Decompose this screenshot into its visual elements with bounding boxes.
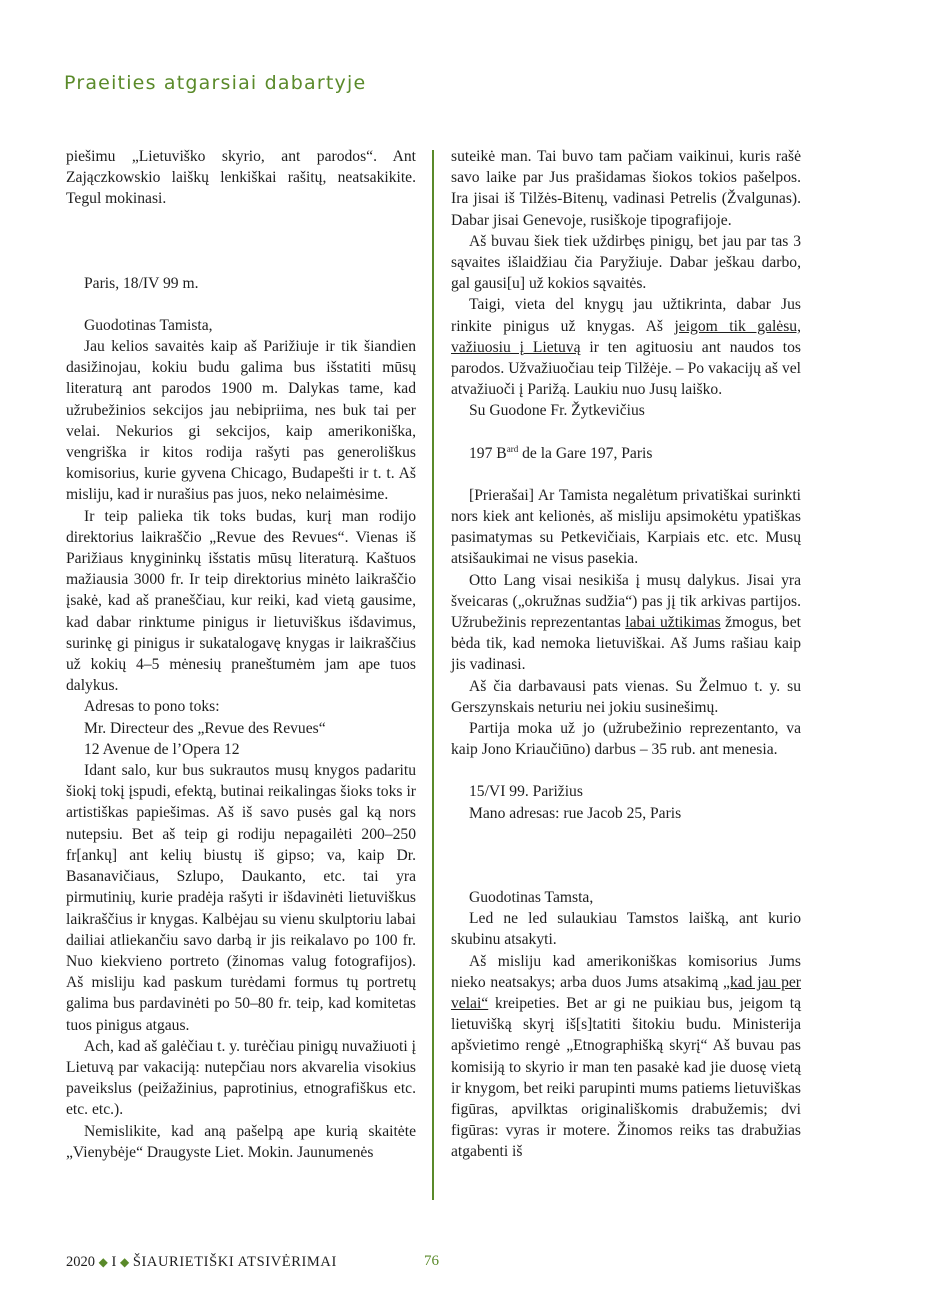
paragraph: Aš čia darbavausi pats vienas. Su Želmuo t. y. su Gerszynskais neturiu nei jokiu susinešimų.: [451, 677, 801, 716]
letter-greeting: Guodotinas Tamsta,: [469, 888, 594, 906]
bullet-icon: ◆: [98, 1255, 108, 1269]
footer-year: 2020: [66, 1254, 95, 1270]
text-run: ir ten agituosiu ant naudos tos parodos. Užvažiuočiau teip Tilžėje. – Po vakacijų aš vel atvažiuoči į Parižą. Laukiu nuo Jusų laiško.: [451, 338, 801, 399]
paragraph: Idant salo, kur bus sukrautos musų knygos padaritu šiokį tokį įspudi, efektą, butinai reikalingas šioks toks ir artistiškas papiešimas. Aš iš savo pusės gal ką nors nutepsiu. Bet aš teip gi rodiju nepagailėti 200–250 fr[ankų] ant kelių biustų iš gipso; va, kaip Dr. Basanavičiaus, Szlupo, Daukanto, etc. tai yra pirmutinių, kurie pradėja rašyti ir išdavinėti lietuviškus laikraščius ir knygas. Kalbėjau su vienu skulptoriu labai dailiai atliekančiu savo darbą ir jis reikalavo po 100 fr. Nuo kiekvieno portreto (žinomas valug fotografijos). Aš misliju kad paskum turėdami formus tų portretų galima bus pardavinėti po 50–80 fr. teip, kad komitetas tuos pinigus atgaus.: [66, 762, 416, 1034]
running-header: Praeities atgarsiai dabartyje: [64, 72, 367, 94]
paragraph: Jau kelios savaitės kaip aš Parižiuje ir tik šiandien dasižinojau, kokiu budu galima bus išstatiti mūsų literaturą ant parodos 1900 m. Dalykas tame, kad užrubežinios sekcijos jau nebipriima, nes buk tai per velai. Nekurios gi sekcijos, kaip amerikoniška, vengriška ir kitos rodija rašyti pas generoliškus komisorius, kurie gyvena Chicago, Budapešti ir t. t. Aš misliju, kad ir nurašius pas juos, neko nelaimėsime.: [66, 338, 416, 504]
text-run: žmogus, bet bėda tik, kad nemoka lietuviškai. Aš Jums rašiau kaip jis vadinasi.: [451, 614, 801, 674]
footer-issue: I: [111, 1254, 117, 1270]
sender-address: Mano adresas: rue Jacob 25, Paris: [469, 804, 682, 822]
paragraph: [451, 570, 801, 676]
paragraph: Led ne led sulaukiau Tamstos laišką, ant kurio skubinu atsakyti.: [451, 910, 801, 949]
underlined-text: labai užtikimas: [625, 614, 721, 632]
text-run: de la Gare 197, Paris: [518, 444, 653, 462]
letter-date: 15/VI 99. Parižius: [469, 783, 583, 801]
underlined-text: jeigom tik galėsu, važiuosiu į Lietuvą: [451, 317, 801, 356]
superscript: ard: [506, 443, 519, 454]
journal-title: ŠIAURIETIŠKI ATSIVĖRIMAI: [132, 1254, 337, 1270]
sender-address: [451, 443, 801, 464]
paragraph: [451, 294, 801, 400]
left-column: [66, 146, 416, 1163]
signature: Su Guodone Fr. Žytkevičius: [469, 402, 645, 420]
paragraph: Aš buvau šiek tiek uždirbęs pinigų, bet jau par tas 3 sąvaites išlaidžiau čia Paryžiuje. Dabar ješkau darbo, gal gausi[u] už kokios sąvaitės.: [451, 232, 801, 293]
paragraph: Ir teip palieka tik toks budas, kurį man rodijo direktorius laikraščio „Revue des Revues“. Vienas iš Parižiaus knygininkų išstatis mūsų literaturą. Kaštuos mažiausia 3000 fr. Ir teip direktorius minėto laikraščio įsakė, kad aš praneščiau, kur reiki, kad vietą gausime, kad dabar rinktume pinigus ir lietuviškus išdavimus, surinkę gi pinigus ir sukatalogavę knygas ir laikraščius už kokių 4–5 mėnesių praneštumėm jam ape tuos dalykus.: [66, 507, 416, 695]
text-run: Taigi, vieta del knygų jau užtikrinta, dabar Jus rinkite pinigus už knygas. Aš: [451, 296, 801, 335]
bullet-icon: ◆: [119, 1255, 130, 1269]
underlined-text: „kad jau per velai“: [451, 973, 801, 1012]
paragraph: [Prierašai] Ar Tamista negalėtum privatiškai surinkti nors kiek ant kelionės, aš misliju apsimokėtu ypatiškas pasimatymas su Petkevičiais, Karpiais etc. etc. Musų atsišaukimai ne visus pasekia.: [451, 486, 801, 568]
paragraph: piešimu „Lietuviško skyrio, ant parodos“. Ant Zajączkowskio laiškų lenkiškai rašitų, neatsakikite. Tegul mokinasi.: [66, 148, 416, 208]
address-line: 12 Avenue de l’Opera 12: [84, 740, 240, 758]
paragraph: Nemislikite, kad aną pašelpą ape kurią skaitėte „Vienybėje“ Draugyste Liet. Mokin. Jaunumenės: [66, 1122, 416, 1161]
page-number: 76: [424, 1253, 439, 1269]
letter-date: Paris, 18/IV 99 m.: [84, 274, 199, 292]
text-run: kreipeties. Bet ar gi ne puikiau bus, jeigom tą lietuvišką skyrį iš[s]tatiti šitokiu budu. Ministerija apšvietimo rengė „Etnographišką skyrį“ Aš buvau pas komisiją to skyrio ir man ten pasakė kad jie duosę vietą ir knygom, bet reiki parupinti mums patiems lietuviškas figūras, apvilktas originališkomis drabužemis; dvi figūras: vyras ir motere. Žinomos reiks tas drabužias atgabenti iš: [451, 994, 801, 1161]
paragraph: Ach, kad aš galėčiau t. y. turėčiau pinigų nuvažiuoti į Lietuvą par vakaciją: nutepčiau nors akvarelia visokius paveikslus (peižažinius, paprotinius, etnografiškus etc. etc. etc.).: [66, 1037, 416, 1119]
letter-greeting: Guodotinas Tamista,: [84, 316, 213, 334]
text-run: 197 B: [469, 444, 507, 462]
text-run: Otto Lang visai nesikišа į musų dalykus. Jisai yra šveicaras („okružnas sudžia“) pas jį tik arkivas partijos. Užrubežinis reprezentantas: [451, 571, 801, 632]
address-line: Mr. Directeur des „Revue des Revues“: [84, 719, 326, 737]
paragraph: Adresas to pono toks:: [84, 698, 220, 716]
paragraph: Partija moka už jo (užrubežinio reprezentanto, va kaip Jono Kriaučiūno) darbus – 35 rub. ant menesia.: [451, 720, 801, 759]
footer: [66, 1254, 337, 1271]
paragraph: [451, 951, 801, 1163]
text-run: Aš misliju kad amerikoniškas komisorius Jums nieko neatsakys; arba duos Jums atsakimą: [451, 952, 801, 991]
paragraph: suteikė man. Tai buvo tam pačiam vaikinui, kuris rašė savo laike par Jus prašidamas šiokos tokios pašelpos. Ira jisai iš Tilžės-Bitenų, vadinasi Petrelis (Žvalgunas). Dabar jisai Genevoje, rusiškoje tipografijoje.: [451, 148, 801, 229]
column-divider: [432, 150, 434, 1200]
right-column: [451, 146, 801, 1163]
